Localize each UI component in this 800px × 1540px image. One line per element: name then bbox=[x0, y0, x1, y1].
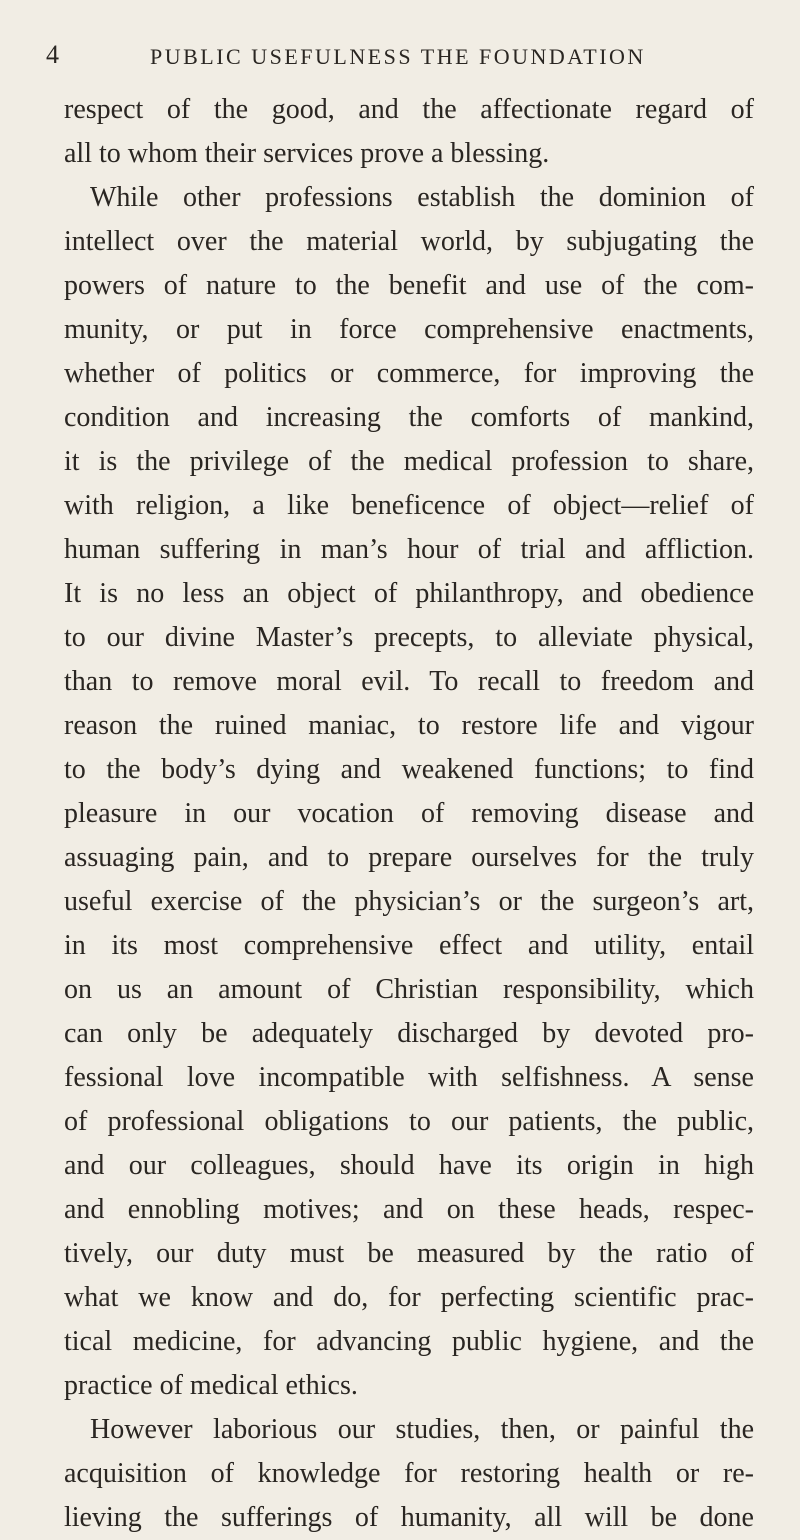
text-line: all to whom their services prove a blessing. bbox=[64, 138, 550, 169]
text-line: and ennobling motives; and on these heads, respec- bbox=[64, 1194, 754, 1225]
text-line: than to remove moral evil. To recall to freedom and bbox=[64, 666, 754, 697]
text-line: condition and increasing the comforts of mankind, bbox=[64, 402, 754, 433]
text-line: While other professions establish the dominion of bbox=[90, 182, 754, 213]
paragraph-3 bbox=[64, 1408, 754, 1540]
text-line: practice of medical ethics. bbox=[64, 1370, 358, 1401]
text-line: assuaging pain, and to prepare ourselves for the truly bbox=[64, 842, 754, 873]
page-number: 4 bbox=[46, 40, 60, 69]
text-line: and our colleagues, should have its origin in high bbox=[64, 1150, 754, 1181]
text-line: whether of politics or commerce, for improving the bbox=[64, 358, 754, 389]
text-line: to the body’s dying and weakened functions; to find bbox=[64, 754, 754, 785]
body-text bbox=[64, 88, 754, 1540]
text-line: it is the privilege of the medical profession to share, bbox=[64, 446, 754, 477]
text-line: what we know and do, for perfecting scientific prac- bbox=[64, 1282, 754, 1313]
text-line: useful exercise of the physician’s or the surgeon’s art, bbox=[64, 886, 754, 917]
text-line: tical medicine, for advancing public hygiene, and the bbox=[64, 1326, 754, 1357]
text-line: human suffering in man’s hour of trial and affliction. bbox=[64, 534, 754, 565]
text-line: intellect over the material world, by subjugating the bbox=[64, 226, 754, 257]
text-line: It is no less an object of philanthropy, and obedience bbox=[64, 578, 754, 609]
text-line: reason the ruined maniac, to restore life and vigour bbox=[64, 710, 754, 741]
paragraph-1 bbox=[64, 88, 754, 176]
text-line: in its most comprehensive effect and utility, entail bbox=[64, 930, 754, 961]
text-line: munity, or put in force comprehensive enactments, bbox=[64, 314, 754, 345]
text-line: acquisition of knowledge for restoring health or re- bbox=[64, 1458, 754, 1489]
text-line: to our divine Master’s precepts, to alleviate physical, bbox=[64, 622, 754, 653]
text-line: powers of nature to the benefit and use of the com- bbox=[64, 270, 754, 301]
text-line: with religion, a like beneficence of object—relief of bbox=[64, 490, 754, 521]
text-line: can only be adequately discharged by devoted pro- bbox=[64, 1018, 754, 1049]
text-line: pleasure in our vocation of removing disease and bbox=[64, 798, 754, 829]
text-line: tively, our duty must be measured by the ratio of bbox=[64, 1238, 754, 1269]
text-line: respect of the good, and the affectionate regard of bbox=[64, 94, 754, 125]
running-head bbox=[46, 38, 756, 78]
paragraph-2 bbox=[64, 176, 754, 1408]
text-line: However laborious our studies, then, or painful the bbox=[90, 1414, 754, 1445]
text-line: lieving the sufferings of humanity, all will be done bbox=[64, 1502, 754, 1533]
text-line: of professional obligations to our patients, the public, bbox=[64, 1106, 754, 1137]
running-head-title: PUBLIC USEFULNESS THE FOUNDATION bbox=[150, 44, 646, 69]
text-line: fessional love incompatible with selfishness. A sense bbox=[64, 1062, 754, 1093]
text-line: on us an amount of Christian responsibility, which bbox=[64, 974, 754, 1005]
